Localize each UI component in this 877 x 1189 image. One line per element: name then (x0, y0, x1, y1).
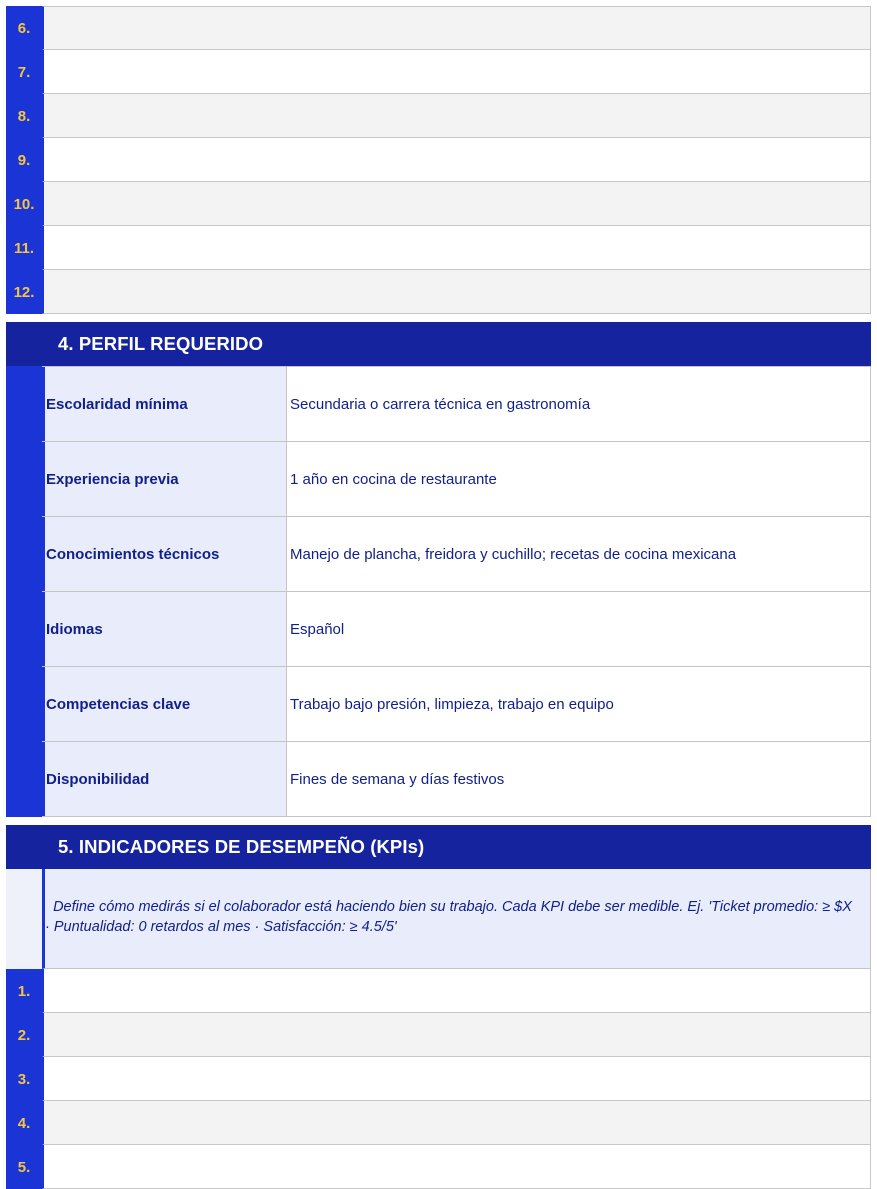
section-gutter (6, 869, 42, 969)
row-number: 5. (6, 1145, 42, 1189)
row-number: 8. (6, 94, 42, 138)
section-title: 5. INDICADORES DE DESEMPEÑO (KPIs) (58, 836, 425, 857)
field-value[interactable]: Español (287, 592, 871, 666)
entry-field[interactable] (42, 182, 871, 226)
list-item (6, 226, 871, 270)
entry-field[interactable] (42, 1101, 871, 1145)
entry-field[interactable] (42, 138, 871, 182)
field-label: Competencias clave (42, 667, 287, 741)
entry-field[interactable] (42, 270, 871, 314)
section-header-kpis (6, 825, 871, 869)
list-item (6, 182, 871, 226)
kpi-list (6, 969, 871, 1189)
field-value[interactable]: 1 año en cocina de restaurante (287, 442, 871, 516)
field-label: Conocimientos técnicos (42, 517, 287, 591)
row-number: 10. (6, 182, 42, 226)
field-label: Disponibilidad (42, 742, 287, 816)
field-label: Experiencia previa (42, 442, 287, 516)
entry-field[interactable] (42, 94, 871, 138)
table-row (42, 742, 871, 817)
field-value[interactable]: Manejo de plancha, freidora y cuchillo; recetas de cocina mexicana (287, 517, 871, 591)
list-item (6, 270, 871, 314)
list-item (6, 138, 871, 182)
row-number: 3. (6, 1057, 42, 1101)
field-label: Idiomas (42, 592, 287, 666)
list-item (6, 1057, 871, 1101)
kpi-hint-text: Define cómo medirás si el colaborador está haciendo bien su trabajo. Cada KPI debe ser medible. Ej. 'Ticket promedio: ≥ $X · Puntualidad: 0 retardos al mes · Satisfacción: ≥ 4.5/5' (42, 869, 871, 969)
row-number: 4. (6, 1101, 42, 1145)
table-row (42, 667, 871, 742)
table-row (42, 592, 871, 667)
entry-field[interactable] (42, 1013, 871, 1057)
table-row (42, 517, 871, 592)
entry-field[interactable] (42, 6, 871, 50)
entry-field[interactable] (42, 1145, 871, 1189)
list-item (6, 1145, 871, 1189)
list-item (6, 6, 871, 50)
section-title: 4. PERFIL REQUERIDO (58, 333, 264, 354)
row-number: 2. (6, 1013, 42, 1057)
list-item (6, 969, 871, 1013)
section-gutter (6, 366, 42, 817)
field-value[interactable]: Secundaria o carrera técnica en gastronomía (287, 367, 871, 441)
entry-field[interactable] (42, 969, 871, 1013)
list-item (6, 1101, 871, 1145)
row-number: 1. (6, 969, 42, 1013)
row-number: 7. (6, 50, 42, 94)
section-header-perfil (6, 322, 871, 366)
entry-field[interactable] (42, 1057, 871, 1101)
list-item (6, 1013, 871, 1057)
kpi-hint-row (6, 869, 871, 969)
entry-field[interactable] (42, 50, 871, 94)
row-number: 9. (6, 138, 42, 182)
row-number: 6. (6, 6, 42, 50)
form-page (6, 6, 871, 1189)
table-row (42, 366, 871, 442)
row-number: 12. (6, 270, 42, 314)
activities-list (6, 6, 871, 314)
entry-field[interactable] (42, 226, 871, 270)
list-item (6, 94, 871, 138)
row-number: 11. (6, 226, 42, 270)
field-label: Escolaridad mínima (42, 367, 287, 441)
field-value[interactable]: Fines de semana y días festivos (287, 742, 871, 816)
table-row (42, 442, 871, 517)
field-value[interactable]: Trabajo bajo presión, limpieza, trabajo en equipo (287, 667, 871, 741)
profile-table (6, 366, 871, 817)
list-item (6, 50, 871, 94)
